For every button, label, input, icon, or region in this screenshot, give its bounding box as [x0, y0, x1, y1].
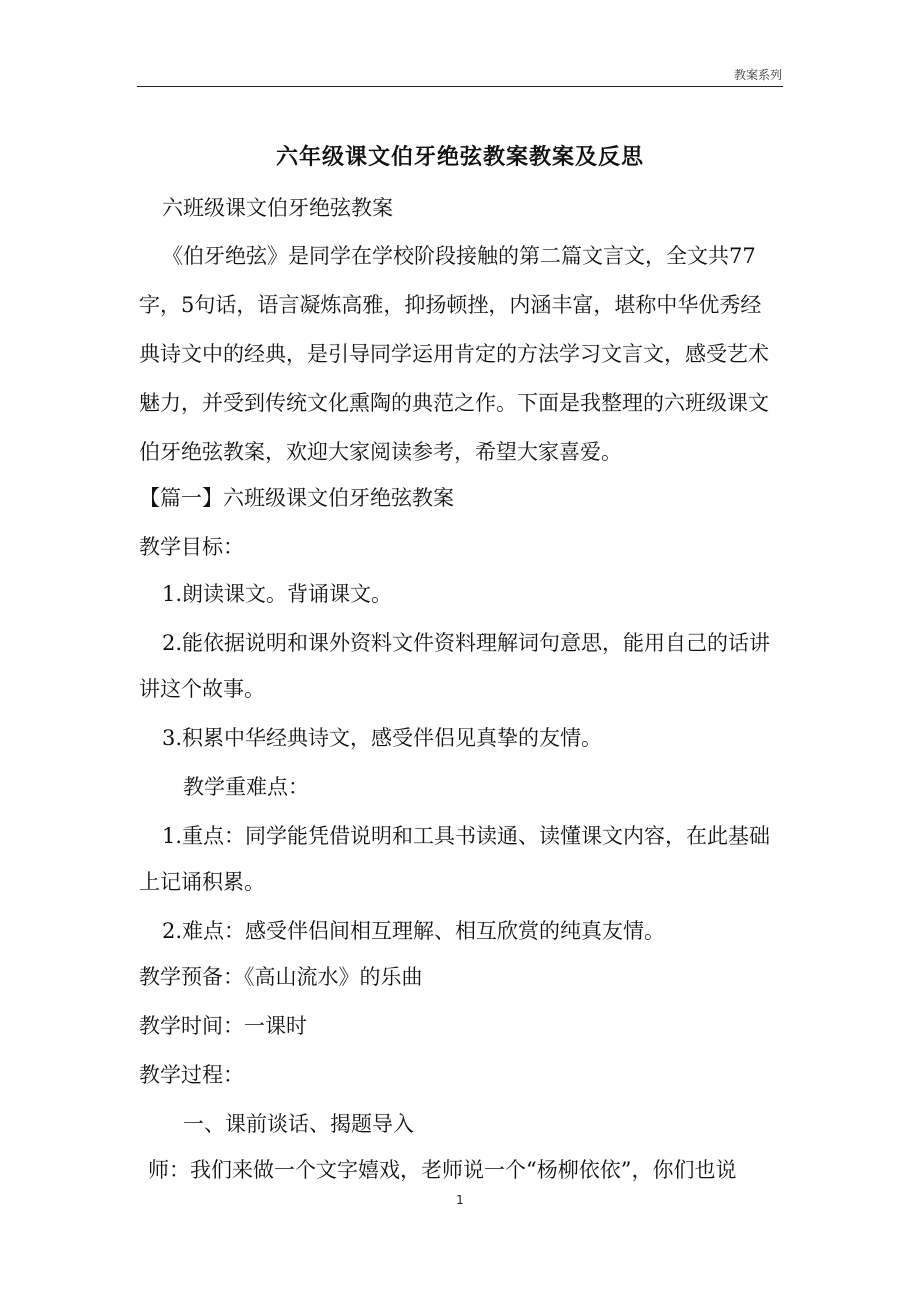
page-number: 1 [456, 1193, 464, 1207]
paragraph-line: 字，5句话，语言凝炼高雅，抑扬顿挫，内涵丰富，堪称中华优秀经 [139, 293, 762, 317]
paragraph-line: 教学时间：一课时 [139, 1014, 307, 1038]
paragraph-line: 教学过程： [139, 1063, 244, 1087]
list-item: 1.朗读课文。背诵课文。 [162, 582, 393, 606]
header-rule [137, 86, 783, 87]
paragraph-line: 教学重难点： [183, 775, 309, 799]
document-title: 六年级课文伯牙绝弦教案教案及反思 [275, 144, 644, 170]
paragraph-line: 《伯牙绝弦》是同学在学校阶段接触的第二篇文言文，全文共77 [162, 244, 756, 268]
section-heading: 【篇一】六班级课文伯牙绝弦教案 [139, 486, 454, 510]
list-item: 2.难点：感受伴侣间相互理解、相互欣赏的纯真友情。 [162, 919, 666, 943]
paragraph-line: 教学预备：《高山流水》的乐曲 [139, 965, 423, 989]
paragraph-line: 一、课前谈话、揭题导入 [183, 1112, 414, 1136]
list-item: 1.重点：同学能凭借说明和工具书读通、读懂课文内容，在此基础 [162, 824, 771, 848]
paragraph-line: 典诗文中的经典，是引导同学运用肯定的方法学习文言文，感受艺术 [139, 342, 769, 366]
paragraph-line: 师：我们来做一个文字嬉戏，老师说一个“杨柳依依”，你们也说 [148, 1158, 737, 1182]
list-item: 2.能依据说明和课外资料文件资料理解词句意思，能用自己的话讲 [162, 631, 771, 655]
paragraph-line: 讲这个故事。 [139, 677, 265, 701]
paragraph-line: 魅力，并受到传统文化熏陶的典范之作。下面是我整理的六班级课文 [139, 391, 769, 415]
page-header-label: 教案系列 [733, 68, 782, 82]
paragraph-line: 上记诵积累。 [139, 870, 265, 894]
paragraph-line: 六班级课文伯牙绝弦教案 [162, 196, 393, 220]
list-item: 3.积累中华经典诗文，感受伴侣见真挚的友情。 [162, 726, 603, 750]
paragraph-line: 伯牙绝弦教案，欢迎大家阅读参考，希望大家喜爱。 [139, 440, 622, 464]
paragraph-line: 教学目标： [139, 535, 244, 559]
